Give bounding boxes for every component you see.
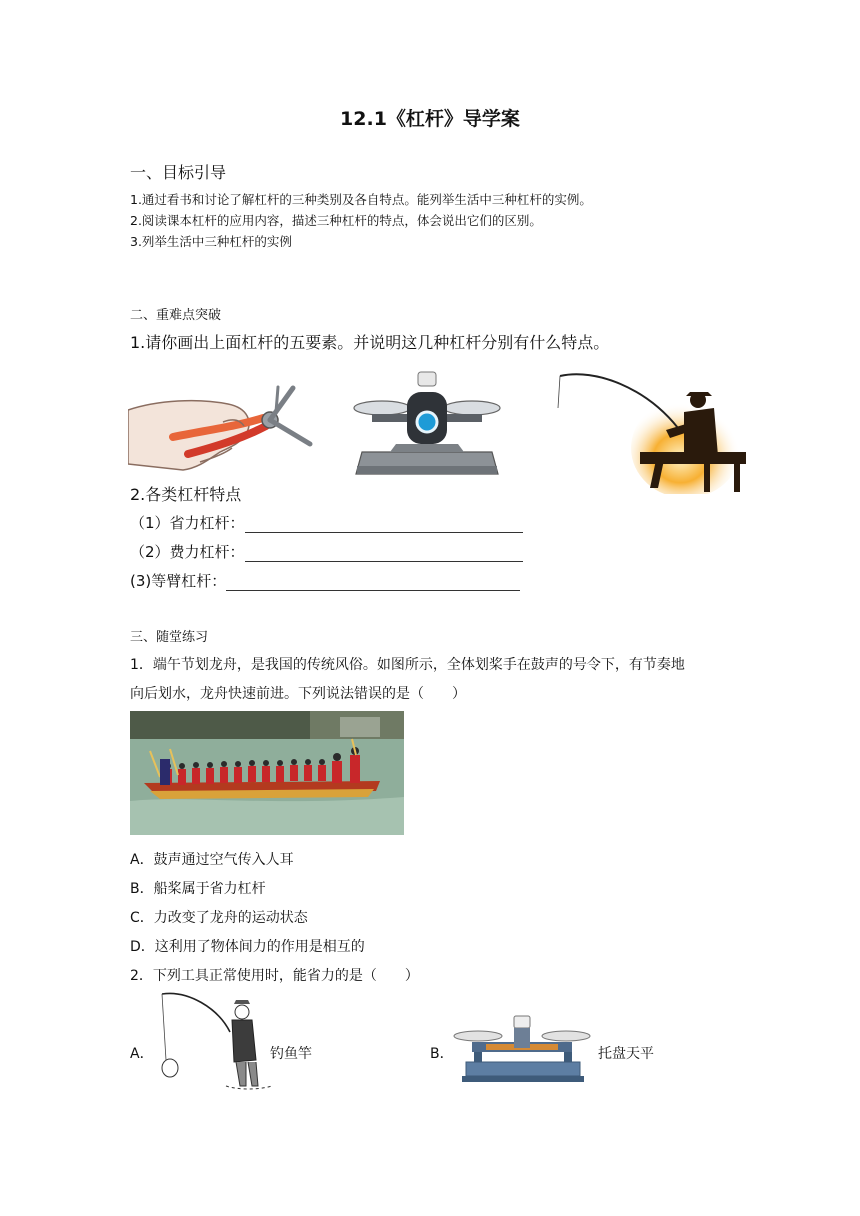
section-2-heading: 二、重难点突破 — [130, 308, 222, 323]
page-title: 12.1《杠杆》导学案 — [340, 108, 520, 130]
blank-row-force-saving — [130, 512, 523, 533]
section-3-heading: 三、随堂练习 — [130, 630, 209, 645]
goal-item-3: 3.列举生活中三种杠杆的实例 — [130, 234, 292, 249]
goal-item-1: 1.通过看书和讨论了解杠杆的三种类别及各自特点。能列举生活中三种杠杆的实例。 — [130, 192, 592, 207]
q-five-elements: 1.请你画出上面杠杆的五要素。并说明这几种杠杆分别有什么特点。 — [130, 333, 610, 352]
fishing-silhouette-icon — [556, 368, 748, 494]
option-a-q1: A．鼓声通过空气传入人耳 — [130, 852, 294, 868]
q-lever-features: 2.各类杠杆特点 — [130, 485, 242, 504]
option-a-q2-letter: A． — [130, 1046, 154, 1062]
option-a-q2-label: 钓鱼竿 — [270, 1046, 312, 1062]
blank-label-force-costing: （2）费力杠杆： — [130, 543, 245, 561]
balance-scale-icon — [352, 370, 502, 478]
blank-label-force-saving: （1）省力杠杆： — [130, 514, 245, 532]
option-d-q1: D．这利用了物体间力的作用是相互的 — [130, 939, 365, 955]
section-1-heading: 一、目标引导 — [130, 163, 227, 182]
option-b-q2-letter: B． — [430, 1046, 454, 1062]
dragon-boat-question-line-2: 向后划水，龙舟快速前进。下列说法错误的是（ ） — [130, 686, 466, 702]
option-c-q1: C．力改变了龙舟的运动状态 — [130, 910, 308, 926]
goal-item-2: 2.阅读课本杠杆的应用内容，描述三种杠杆的特点，体会说出它们的区别。 — [130, 213, 542, 228]
pliers-icon — [128, 382, 318, 477]
option-b-q2-label: 托盘天平 — [598, 1046, 654, 1062]
dragon-boat-photo — [130, 711, 404, 835]
blank-line-equal-arm[interactable] — [226, 574, 520, 591]
fisherman-sketch-icon — [148, 990, 274, 1094]
blank-line-force-saving[interactable] — [245, 516, 523, 533]
tray-balance-icon — [452, 1014, 594, 1086]
blank-row-force-costing — [130, 541, 523, 562]
option-b-q1: B．船桨属于省力杠杆 — [130, 881, 266, 897]
blank-row-equal-arm — [130, 570, 520, 591]
blank-label-equal-arm: (3)等臂杠杆： — [130, 572, 227, 590]
tools-question: 2．下列工具正常使用时，能省力的是（ ） — [130, 968, 419, 984]
dragon-boat-question-line-1: 1．端午节划龙舟，是我国的传统风俗。如图所示，全体划桨手在鼓声的号令下，有节奏地 — [130, 657, 685, 673]
blank-line-force-costing[interactable] — [245, 545, 523, 562]
